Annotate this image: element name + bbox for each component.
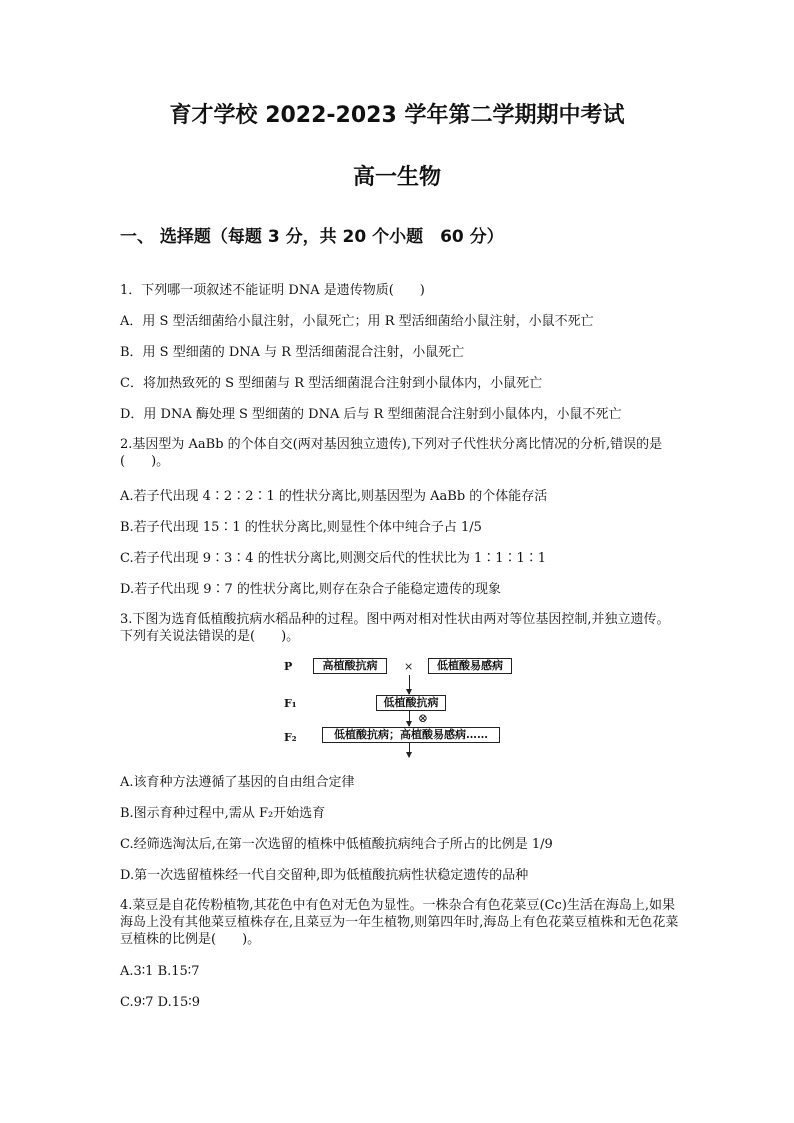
q4-options-cd: C.9∶7 D.15∶9 [120, 995, 200, 1010]
q3-option-b: B.图示育种过程中,需从 F₂开始选育 [120, 806, 326, 821]
q2-option-a: A.若子代出现 4∶2∶2∶1 的性状分离比,则基因型为 AaBb 的个体能存活 [120, 489, 548, 504]
p-generation-label: P [284, 660, 293, 673]
arrow-f2-selection [409, 743, 410, 757]
selfing-symbol: ⊗ [418, 711, 429, 725]
q1-option-c: C．将加热致死的 S 型细菌与 R 型活细菌混合注射到小鼠体内，小鼠死亡 [120, 376, 543, 391]
q4-stem: 4.菜豆是自花传粉植物,其花色中有色对无色为显性。一株杂合有色花菜豆(Cc)生活在海岛上,如果海岛上没有其他菜豆植株存在,且菜豆为一年生植物,则第四年时,海岛上有色花菜豆植株和无色花菜豆植株的比例是( )。 [120, 898, 679, 947]
q3-option-c: C.经筛选淘汰后,在第一次选留的植株中低植酸抗病纯合子所占的比例是 1/9 [120, 837, 553, 852]
q1-option-a: A．用 S 型活细菌给小鼠注射，小鼠死亡；用 R 型活细菌给小鼠注射，小鼠不死亡 [120, 314, 594, 329]
arrow-f1-to-f2 [409, 711, 410, 726]
parent-high-phytate-resistant: 高植酸抗病 [313, 658, 387, 674]
q2-stem: 2.基因型为 AaBb 的个体自交(两对基因独立遗传),下列对子代性状分离比情况的分析,错误的是( )。 [120, 437, 663, 469]
q3-option-d: D.第一次选留植株经一代自交留种,即为低植酸抗病性状稳定遗传的品种 [120, 868, 529, 883]
f2-offspring-types: 低植酸抗病；高植酸易感病…… [322, 727, 500, 743]
parent-low-phytate-susceptible: 低植酸易感病 [428, 658, 512, 674]
q1-option-d: D．用 DNA 酶处理 S 型细菌的 DNA 后与 R 型细菌混合注射到小鼠体内，小鼠不死亡 [120, 407, 622, 422]
breeding-diagram [280, 655, 510, 785]
q1-stem: 1．下列哪一项叙述不能证明 DNA 是遗传物质( ) [120, 283, 425, 298]
exam-title: 育才学校 2022-2023 学年第二学期期中考试 [169, 103, 625, 128]
q3-option-a: A.该育种方法遵循了基因的自由组合定律 [120, 775, 355, 790]
section-heading: 一、 选择题（每题 3 分，共 20 个小题 60 分） [120, 227, 504, 247]
q3-stem: 3.下图为选育低植酸抗病水稻品种的过程。图中两对相对性状由两对等位基因控制,并独立遗传。下列有关说法错误的是( )。 [120, 612, 670, 644]
f1-generation-label: F₁ [284, 697, 297, 710]
q1-option-b: B．用 S 型细菌的 DNA 与 R 型活细菌混合注射，小鼠死亡 [120, 345, 465, 360]
q2-option-d: D.若子代出现 9∶7 的性状分离比,则存在杂合子能稳定遗传的现象 [120, 582, 502, 597]
q4-options-ab: A.3∶1 B.15∶7 [120, 964, 200, 979]
f2-generation-label: F₂ [284, 731, 297, 744]
q2-option-b: B.若子代出现 15∶1 的性状分离比,则显性个体中纯合子占 1/5 [120, 520, 482, 535]
arrow-p-to-f1 [409, 675, 410, 694]
f1-low-phytate-resistant: 低植酸抗病 [376, 695, 446, 711]
q2-option-c: C.若子代出现 9∶3∶4 的性状分离比,则测交后代的性状比为 1∶1∶1∶1 [120, 551, 547, 566]
cross-symbol: × [404, 660, 414, 673]
subject-title: 高一生物 [352, 165, 441, 190]
